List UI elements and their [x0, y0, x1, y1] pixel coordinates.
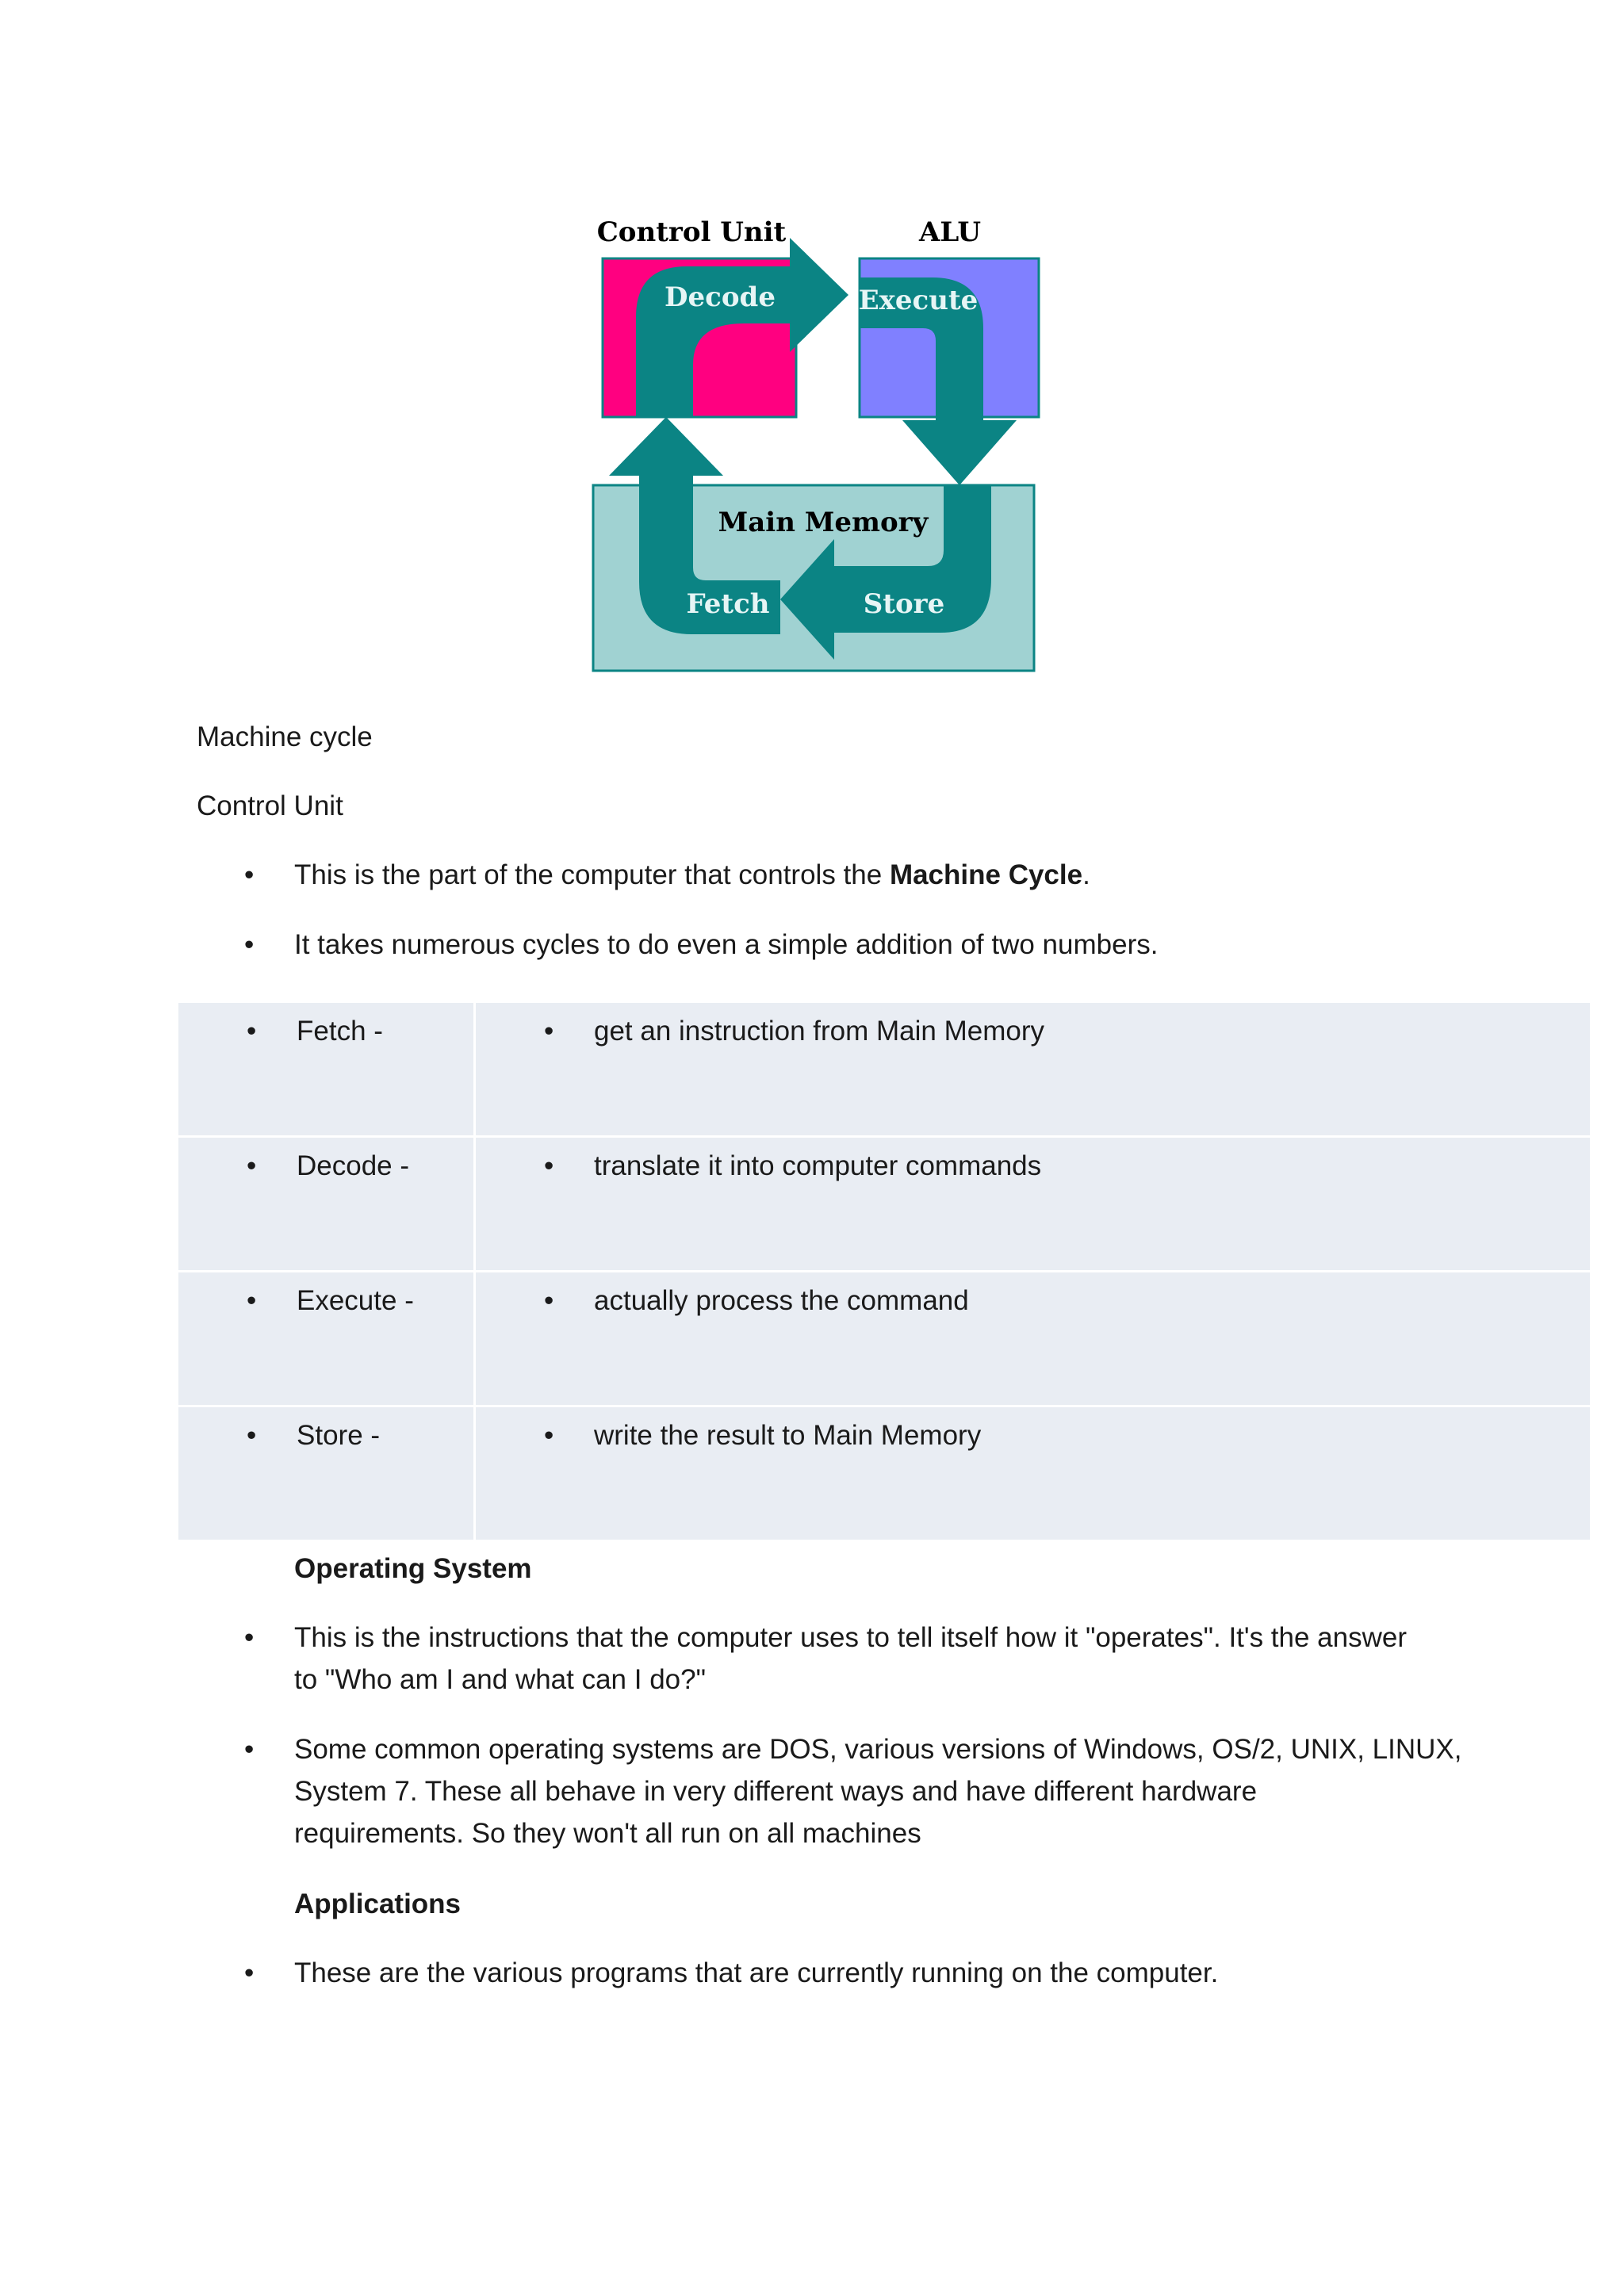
os-bullet-1-line-1: This is the instructions that the computer uses to tell itself how it "operates". It's the answer: [294, 1622, 1408, 1653]
control-unit-bullet-1: [294, 855, 1090, 896]
table-cell-desc: [475, 1002, 1591, 1137]
bullet-icon: •: [544, 1150, 554, 1181]
table-row: [178, 1137, 1591, 1272]
os-bullet-2-line-2: System 7. These all behave in very different ways and have different hardware: [294, 1776, 1258, 1807]
step-description: translate it into computer commands: [594, 1150, 1042, 1181]
table-row: [178, 1406, 1591, 1541]
bullet-icon: •: [544, 1016, 554, 1047]
bullet-icon: •: [247, 1285, 257, 1316]
control-unit-heading: Control Unit: [197, 790, 343, 821]
control-unit-bullet-2: It takes numerous cycles to do even a simple addition of two numbers.: [294, 929, 1159, 960]
os-bullet-1-line-2: to "Who am I and what can I do?": [294, 1664, 707, 1695]
table-cell-desc: [475, 1406, 1591, 1541]
os-bullet-2-line-1: Some common operating systems are DOS, various versions of Windows, OS/2, UNIX, LINUX,: [294, 1734, 1462, 1765]
table-cell-step: [178, 1002, 475, 1137]
machine-cycle-caption: Machine cycle: [197, 721, 373, 752]
table-cell-step: [178, 1272, 475, 1406]
os-bullet-2-line-3: requirements. So they won't all run on all machines: [294, 1818, 921, 1849]
bold-term: Machine Cycle: [889, 859, 1083, 890]
control-unit-label: Control Unit: [596, 216, 787, 248]
step-name: Execute -: [297, 1285, 414, 1316]
bullet-icon: •: [244, 1622, 255, 1653]
bullet-text-end: .: [1082, 859, 1090, 890]
bullet-icon: •: [247, 1420, 257, 1451]
table-cell-step: [178, 1406, 475, 1541]
applications-bullet-1: These are the various programs that are currently running on the computer.: [294, 1957, 1219, 1988]
heading-text: Applications: [294, 1888, 462, 1919]
table-row: [178, 1272, 1591, 1406]
machine-cycle-diagram: [587, 206, 1047, 682]
step-description: actually process the command: [594, 1285, 969, 1316]
table-cell-step: [178, 1137, 475, 1272]
bullet-icon: •: [544, 1420, 554, 1451]
execute-label: Execute: [858, 285, 979, 316]
table-cell-desc: [475, 1137, 1591, 1272]
bullet-icon: •: [244, 1734, 255, 1765]
step-description: get an instruction from Main Memory: [594, 1016, 1044, 1047]
operating-system-heading: [294, 1548, 532, 1590]
step-name: Fetch -: [297, 1016, 383, 1047]
store-label: Store: [863, 588, 945, 620]
step-description: write the result to Main Memory: [594, 1420, 982, 1451]
bullet-icon: •: [544, 1285, 554, 1316]
machine-cycle-table: [176, 1001, 1592, 1542]
bullet-icon: •: [244, 859, 255, 890]
decode-label: Decode: [665, 281, 776, 313]
table-row: [178, 1002, 1591, 1137]
main-memory-label: Main Memory: [718, 507, 929, 538]
heading-text: Operating System: [294, 1553, 532, 1584]
fetch-label: Fetch: [686, 588, 770, 620]
bullet-icon: •: [244, 929, 255, 960]
applications-heading: [294, 1884, 461, 1925]
step-name: Store -: [297, 1420, 381, 1451]
bullet-text: This is the part of the computer that controls the: [294, 859, 890, 890]
bullet-icon: •: [247, 1150, 257, 1181]
bullet-icon: •: [244, 1957, 255, 1988]
alu-label: ALU: [918, 216, 982, 248]
table-cell-desc: [475, 1272, 1591, 1406]
step-name: Decode -: [297, 1150, 410, 1181]
bullet-icon: •: [247, 1016, 257, 1047]
